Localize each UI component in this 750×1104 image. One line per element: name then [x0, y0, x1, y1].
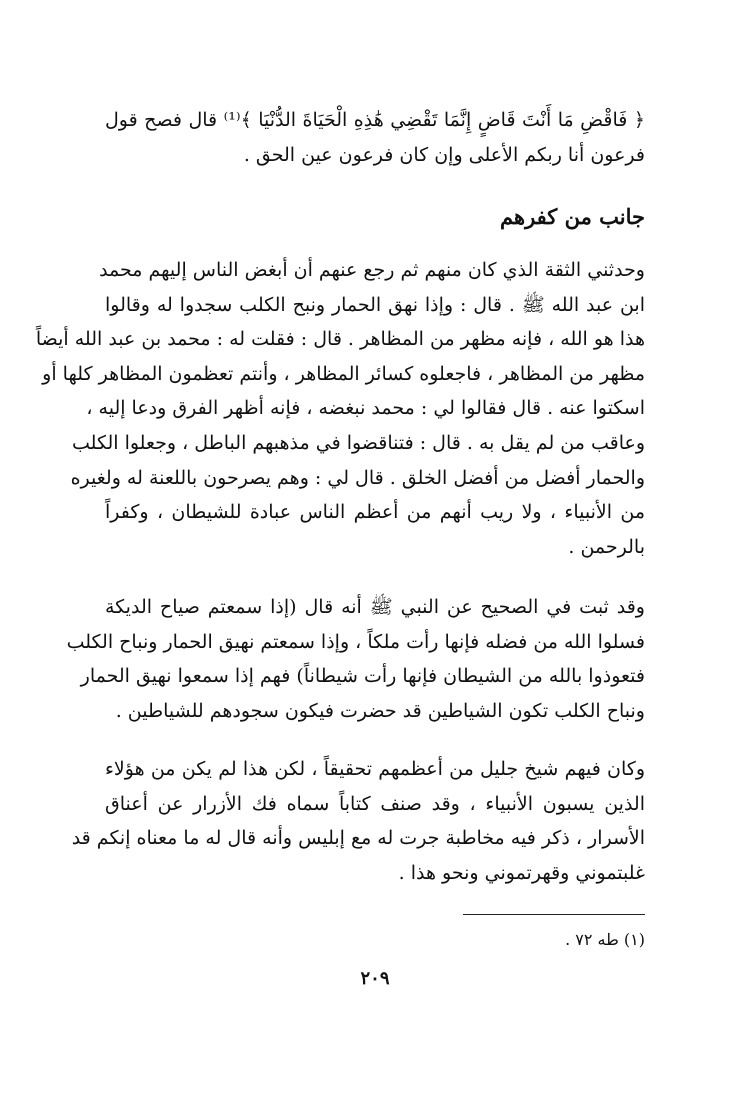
- text-line: فسلوا الله من فضله فإنها رأت ملكاً ، وإذا سمعتم نهيق الحمار ونباح الكلب: [66, 630, 645, 653]
- text-line: هذا هو الله ، فإنه مظهر من المظاهر . قال : فقلت له : محمد بن عبد الله أيضاً: [35, 328, 645, 351]
- footnote: (١) طه ٧٢ .: [565, 930, 645, 949]
- text-line: الذين يسبون الأنبياء ، وقد صنف كتاباً سماه فك الأزرار عن أعناق: [105, 792, 645, 815]
- text-line: ﴿ فَاقْضِ مَا أَنْتَ قَاضٍ إِنَّمَا تَقْضِي هَٰذِهِ الْحَيَاةَ الدُّنْيَا ﴾⁽¹⁾ قال فصح قول: [105, 109, 645, 131]
- text-line: بالرحمن .: [568, 535, 645, 558]
- text-line: ونباح الكلب تكون الشياطين قد حضرت فيكون سجودهم للشياطين .: [115, 699, 645, 722]
- text-line: مظهر من المظاهر ، فاجعلوه كسائر المظاهر ، وأنتم تعظمون المظاهر كلها أو: [42, 362, 645, 385]
- body-paragraph: [66, 590, 645, 728]
- text-line: وحدثني الثقة الذي كان منهم ثم رجع عنهم أن أبغض الناس إليهم محمد: [99, 259, 645, 281]
- text-line: وعاقب من لم يقل به . قال : فتناقضوا في مذهبهم الباطل ، وجعلوا الكلب: [72, 431, 645, 454]
- page-number: ٢٠٩: [360, 968, 390, 989]
- body-paragraph: [71, 752, 645, 890]
- text-line: فرعون أنا ربكم الأعلى وإن كان فرعون عين الحق .: [243, 143, 645, 166]
- text-line: وكان فيهم شيخ جليل من أعظمهم تحقيقاً ، لكن هذا لم يكن من هؤلاء: [105, 758, 645, 780]
- section-heading: جانب من كفرهم: [500, 204, 645, 229]
- quran-quote-paragraph: [105, 103, 645, 172]
- text-line: وقد ثبت في الصحيح عن النبي ﷺ أنه قال (إذا سمعتم صياح الديكة: [105, 596, 645, 618]
- text-line: غلبتموني وقهرتموني ونحو هذا .: [398, 861, 645, 884]
- body-paragraph: [35, 253, 645, 564]
- text-line: ابن عبد الله ﷺ . قال : وإذا نهق الحمار ونبح الكلب سجدوا له وقالوا: [105, 293, 645, 316]
- footnote-divider: [463, 914, 645, 915]
- text-line: فتعوذوا بالله من الشيطان فإنها رأت شيطاناً) فهم إذا سمعوا نهيق الحمار: [80, 665, 645, 688]
- text-line: اسكتوا عنه . قال فقالوا لي : محمد نبغضه ، فإنه أظهر الفرق ودعا إليه ،: [86, 397, 645, 420]
- text-line: من الأنبياء ، ولا ريب أنهم من أعظم الناس عبادة للشيطان ، وكفراً: [105, 501, 645, 524]
- text-line: الأسرار ، ذكر فيه مخاطبة جرت له مع إبليس وأنه قال له ما معناه إنكم قد: [71, 827, 645, 850]
- text-line: والحمار أفضل من أفضل الخلق . قال لي : وهم يصرحون باللعنة له ولغيره: [70, 466, 645, 489]
